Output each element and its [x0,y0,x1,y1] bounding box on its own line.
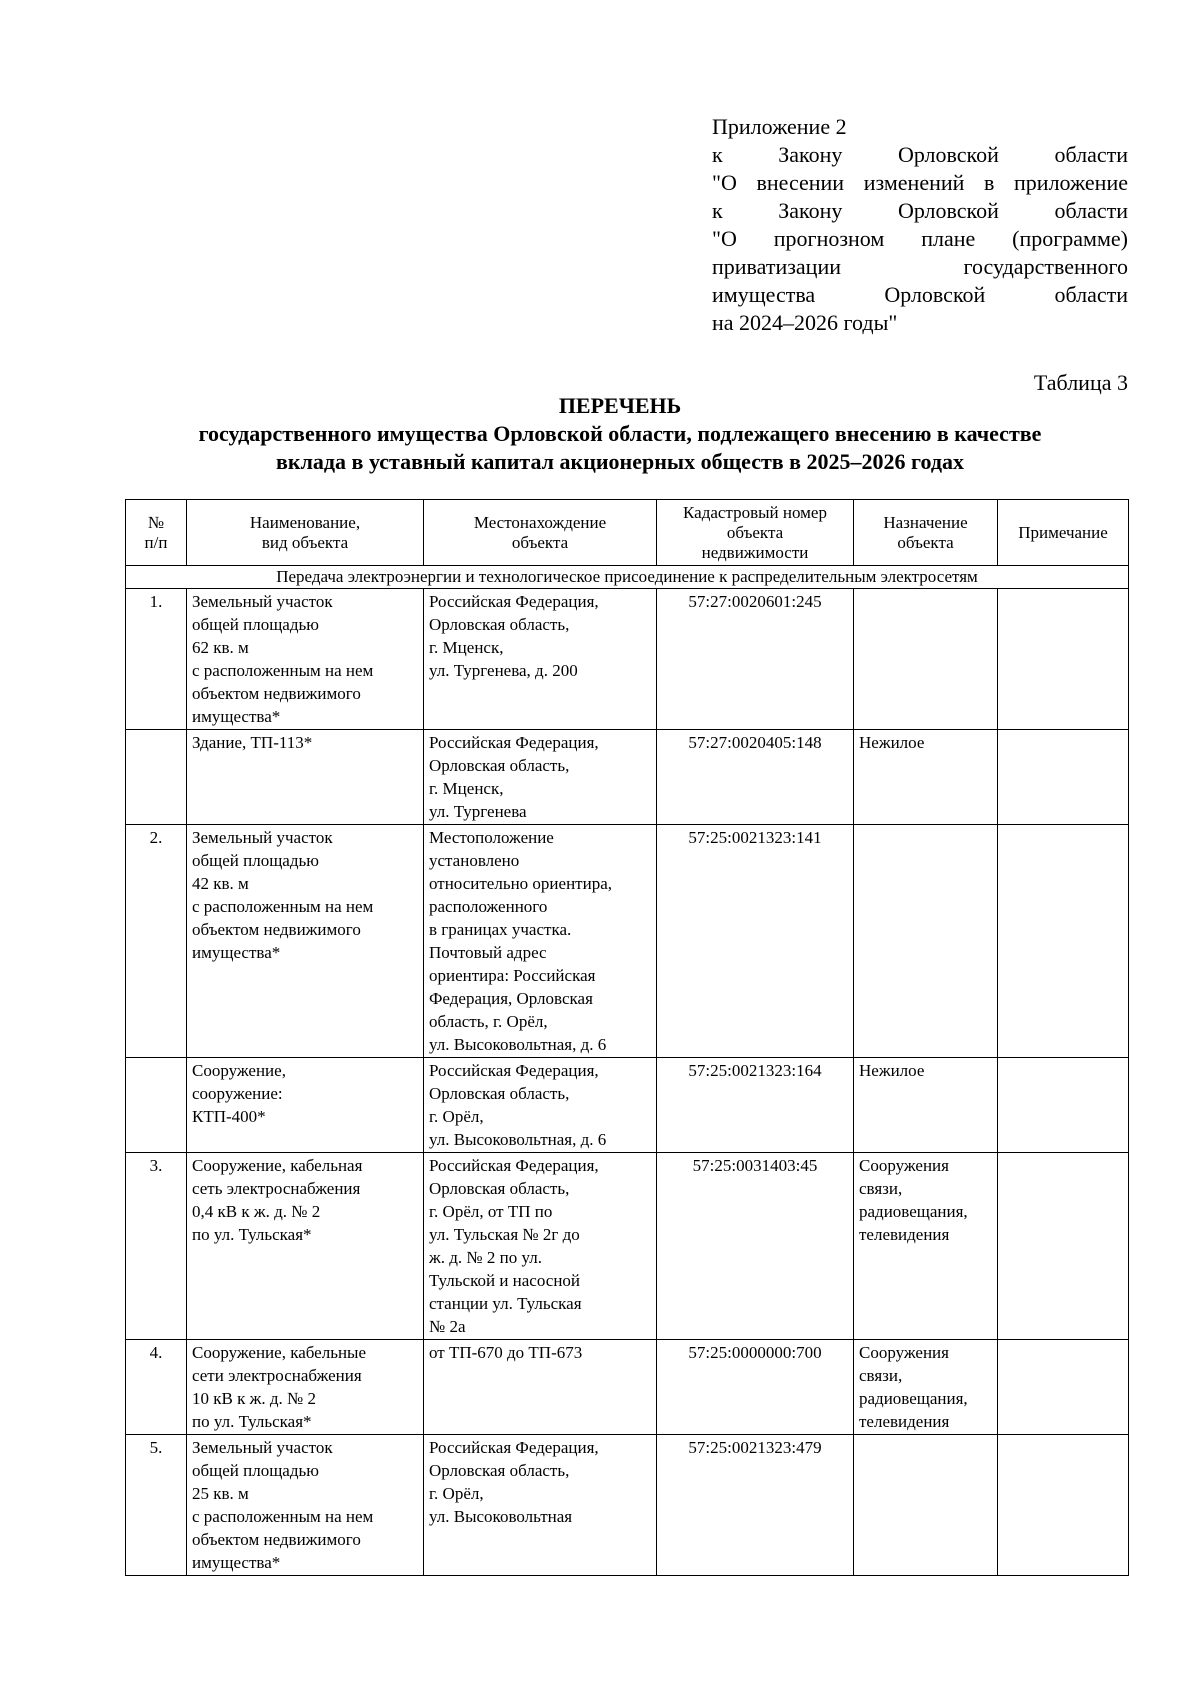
cell-num [126,730,187,825]
table-row [126,1153,1129,1340]
cell-note [998,1058,1129,1153]
cell-purpose [854,1435,998,1576]
cell-name: Сооружение, кабельная сеть электроснабжения 0,4 кВ к ж. д. № 2 по ул. Тульская* [187,1153,424,1340]
cell-cadastral: 57:25:0021323:164 [657,1058,854,1153]
property-table [125,499,1129,1576]
cell-cadastral: 57:25:0021323:479 [657,1435,854,1576]
title-line: вклада в уставный капитал акционерных обществ в 2025–2026 годах [276,449,964,474]
annex-heading [712,113,1128,337]
cell-note [998,1153,1129,1340]
title-line: государственного имущества Орловской области, подлежащего внесению в качестве [198,421,1042,446]
cell-num: 4. [126,1340,187,1435]
table-row [126,1340,1129,1435]
cell-cadastral: 57:27:0020601:245 [657,589,854,730]
header-location: Местонахождение объекта [424,500,657,566]
cell-location: Российская Федерация, Орловская область, г. Орёл, ул. Высоковольтная [424,1435,657,1576]
cell-purpose: Нежилое [854,730,998,825]
cell-name: Земельный участок общей площадью 42 кв. м с расположенным на нем объектом недвижимого имущества* [187,825,424,1058]
table-row [126,1435,1129,1576]
table-row [126,730,1129,825]
table-header-row [126,500,1129,566]
cell-cadastral: 57:25:0000000:700 [657,1340,854,1435]
cell-location: Российская Федерация, Орловская область, г. Орёл, ул. Высоковольтная, д. 6 [424,1058,657,1153]
cell-cadastral: 57:25:0031403:45 [657,1153,854,1340]
header-cadastral: Кадастровый номер объекта недвижимости [657,500,854,566]
table-row [126,589,1129,730]
cell-note [998,825,1129,1058]
cell-num: 1. [126,589,187,730]
cell-cadastral: 57:27:0020405:148 [657,730,854,825]
annex-line: "О внесении изменений в приложение [712,170,1128,195]
cell-purpose: Сооружения связи, радиовещания, телевидения [854,1340,998,1435]
annex-line: к Закону Орловской области [712,142,1128,167]
cell-location: Российская Федерация, Орловская область, г. Мценск, ул. Тургенева, д. 200 [424,589,657,730]
section-row [126,566,1129,589]
cell-num: 5. [126,1435,187,1576]
cell-num: 2. [126,825,187,1058]
cell-note [998,589,1129,730]
cell-note [998,730,1129,825]
cell-num [126,1058,187,1153]
document-title [130,392,1110,476]
annex-line: на 2024–2026 годы" [712,310,898,335]
cell-num: 3. [126,1153,187,1340]
cell-name: Земельный участок общей площадью 62 кв. м с расположенным на нем объектом недвижимого имущества* [187,589,424,730]
header-name: Наименование, вид объекта [187,500,424,566]
cell-note [998,1435,1129,1576]
annex-line: Приложение 2 [712,114,847,139]
cell-location: Местоположение установлено относительно ориентира, расположенного в границах участка. Почтовый адрес ориентира: Российская Федерация, Орловская область, г. Орёл, ул. Высоковольтная, д. 6 [424,825,657,1058]
cell-location: от ТП-670 до ТП-673 [424,1340,657,1435]
cell-name: Сооружение, сооружение: КТП-400* [187,1058,424,1153]
cell-purpose [854,589,998,730]
cell-purpose [854,825,998,1058]
cell-purpose: Нежилое [854,1058,998,1153]
cell-location: Российская Федерация, Орловская область, г. Мценск, ул. Тургенева [424,730,657,825]
cell-note [998,1340,1129,1435]
annex-line: к Закону Орловской области [712,198,1128,223]
cell-name: Сооружение, кабельные сети электроснабжения 10 кВ к ж. д. № 2 по ул. Тульская* [187,1340,424,1435]
section-title: Передача электроэнергии и технологическое присоединение к распределительным электросетям [126,566,1129,589]
cell-name: Земельный участок общей площадью 25 кв. м с расположенным на нем объектом недвижимого имущества* [187,1435,424,1576]
annex-line: приватизации государственного [712,254,1128,279]
annex-line: имущества Орловской области [712,282,1128,307]
table-row [126,1058,1129,1153]
header-purpose: Назначение объекта [854,500,998,566]
header-note: Примечание [998,500,1129,566]
annex-line: "О прогнозном плане (программе) [712,226,1128,251]
cell-cadastral: 57:25:0021323:141 [657,825,854,1058]
title-line: ПЕРЕЧЕНЬ [558,393,682,418]
table-label: Таблица 3 [1033,370,1128,395]
cell-location: Российская Федерация, Орловская область, г. Орёл, от ТП по ул. Тульская № 2г до ж. д. № 2 по ул. Тульской и насосной станции ул. Тульская № 2а [424,1153,657,1340]
header-num: № п/п [126,500,187,566]
cell-purpose: Сооружения связи, радиовещания, телевидения [854,1153,998,1340]
table-row [126,825,1129,1058]
cell-name: Здание, ТП-113* [187,730,424,825]
